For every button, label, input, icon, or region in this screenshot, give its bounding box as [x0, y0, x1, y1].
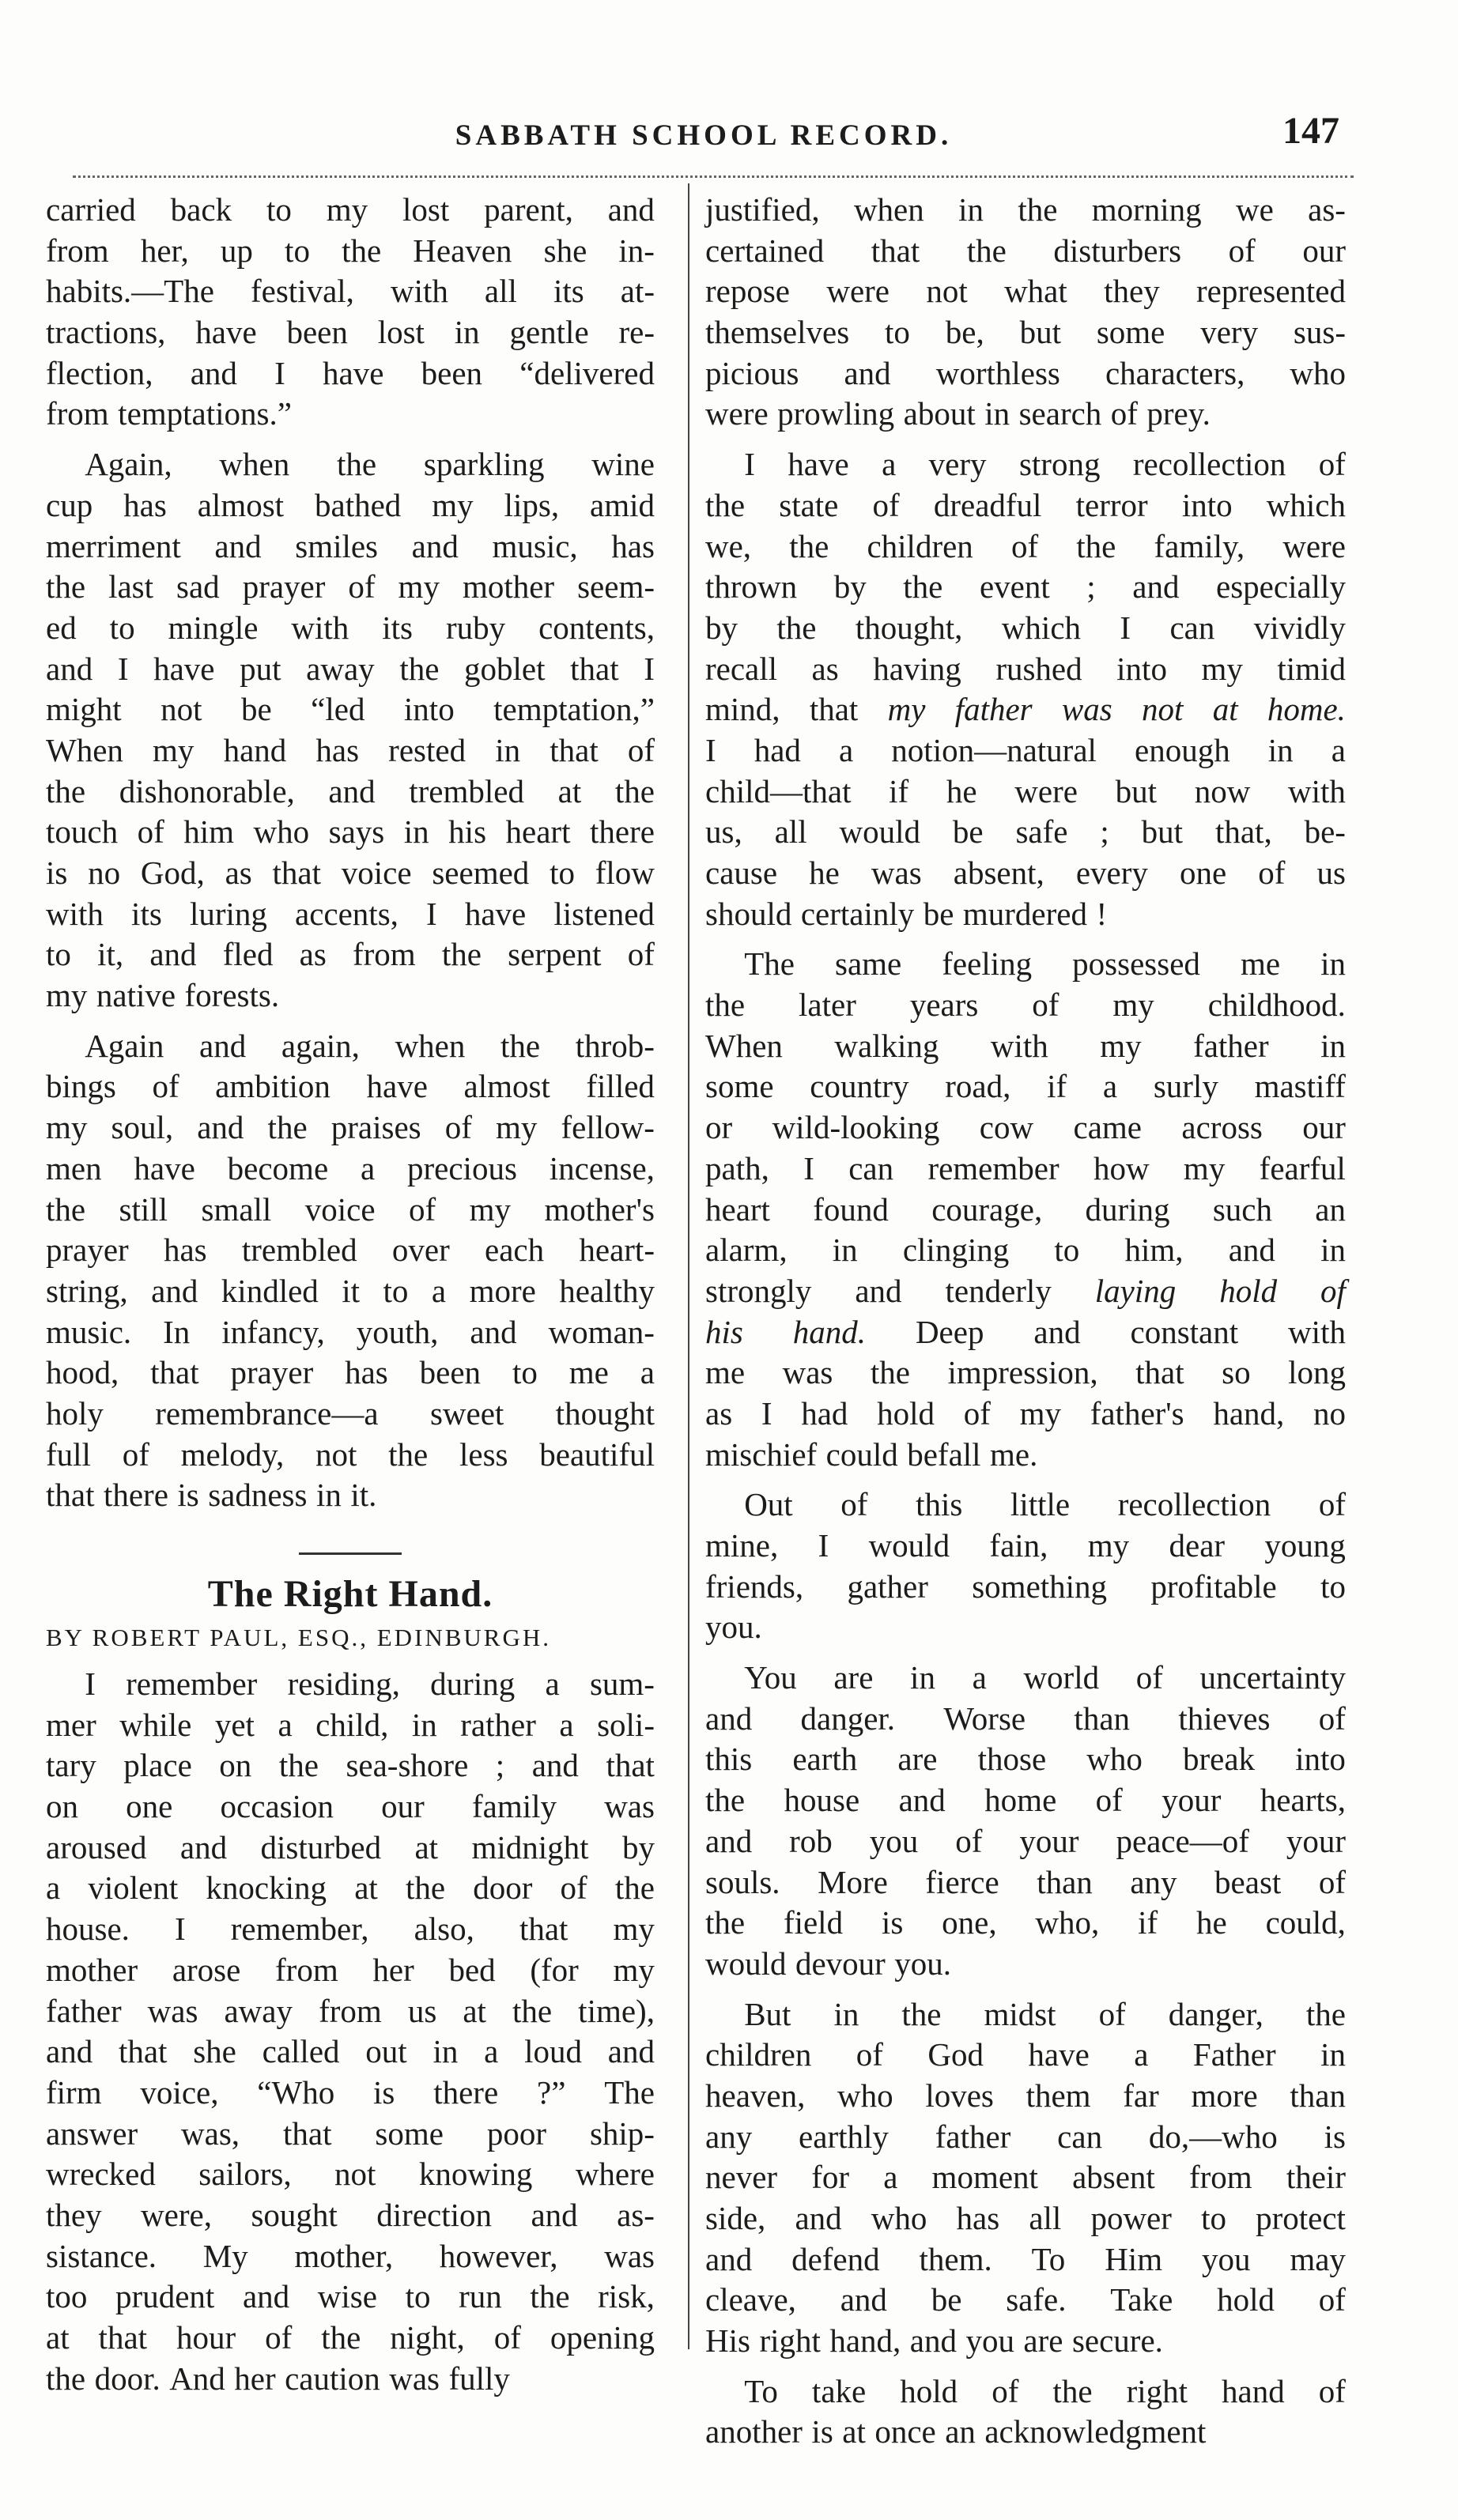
text-line: habits.—The festival, with all its at- — [46, 273, 655, 310]
text-line: child—that if he were but now with — [705, 772, 1346, 809]
text-line: from temptations.” — [46, 395, 292, 432]
text-line: or wild-looking cow came across our — [705, 1109, 1346, 1146]
text-line: picious and worthless characters, who — [705, 354, 1346, 391]
text-line: bings of ambition have almost filled — [46, 1068, 655, 1105]
text-line: cup has almost bathed my lips, amid — [46, 486, 655, 523]
text-line: the state of dreadful terror into which — [705, 486, 1346, 523]
text-line: were prowling about in search of prey. — [705, 395, 1211, 432]
text-line: merriment and smiles and music, has — [46, 527, 655, 564]
text-line: path, I can remember how my fearful — [705, 1149, 1346, 1186]
text-line: the still small voice of my mother's — [46, 1190, 655, 1228]
text-line: any earthly father can do,—who is — [705, 2118, 1346, 2155]
text-line: themselves to be, but some very sus- — [705, 314, 1346, 351]
running-title: SABBATH SCHOOL RECORD. — [455, 119, 953, 152]
paragraph-gap — [46, 1516, 655, 1526]
paragraph-gap — [705, 934, 1346, 944]
text-line: To take hold of the right hand of — [744, 2372, 1346, 2409]
text-line: aroused and disturbed at midnight by — [46, 1828, 655, 1865]
paragraph — [705, 1484, 1346, 1658]
text-line: on one occasion our family was — [46, 1788, 655, 1825]
text-line: should certainly be murdered ! — [705, 895, 1108, 932]
text-line: the house and home of your hearts, — [705, 1782, 1346, 1819]
text-line: Again, when the sparkling wine — [85, 446, 655, 483]
text-line: tractions, have been lost in gentle re- — [46, 314, 655, 351]
paragraph — [46, 1026, 655, 1526]
text-line: and defend them. To Him you may — [705, 2240, 1346, 2277]
text-line: would devour you. — [705, 1945, 952, 1982]
paragraph — [46, 1664, 655, 2409]
text-line: never for a moment absent from their — [705, 2159, 1346, 2196]
paragraph — [705, 2371, 1346, 2462]
paragraph-gap — [705, 435, 1346, 444]
text-line: I remember residing, during a sum- — [85, 1666, 655, 1702]
text-line: heaven, who loves them far more than — [705, 2077, 1346, 2114]
text-line: mother arose from her bed (for my — [46, 1951, 655, 1988]
text-line: my soul, and the praises of my fellow- — [46, 1109, 655, 1146]
text-line: Out of this little recollection of — [744, 1486, 1346, 1523]
text-line: carried back to my lost parent, and — [46, 191, 655, 228]
text-line: to it, and fled as from the serpent of — [46, 936, 655, 973]
text-line: father was away from us at the time), — [46, 1992, 655, 2029]
text-line: the field is one, who, if he could, — [705, 1904, 1346, 1941]
text-line: prayer has trembled over each heart- — [46, 1232, 655, 1269]
text-line: cause he was absent, every one of us — [705, 854, 1346, 891]
page-number: 147 — [1282, 110, 1339, 152]
text-line: side, and who has all power to protect — [705, 2200, 1346, 2236]
text-line: The same feeling possessed me in — [744, 945, 1346, 983]
text-line: holy remembrance—a sweet thought — [46, 1394, 655, 1432]
text-line: and rob you of your peace—of your — [705, 1822, 1346, 1859]
text-line: friends, gather something profitable to — [705, 1567, 1346, 1605]
paragraph-gap — [705, 1648, 1346, 1658]
left-column — [46, 190, 655, 2409]
paragraph — [705, 944, 1346, 1484]
right-column — [705, 190, 1346, 2462]
text-line: alarm, in clinging to him, and in — [705, 1232, 1346, 1269]
text-line: from her, up to the Heaven she in- — [46, 232, 655, 269]
text-line: they were, sought direction and as- — [46, 2196, 655, 2233]
text-line: his hand. Deep and constant with — [705, 1313, 1346, 1350]
text-line: with its luring accents, I have listened — [46, 895, 655, 932]
text-line: mischief could befall me. — [705, 1435, 1038, 1473]
text-line: too prudent and wise to run the risk, — [46, 2278, 655, 2315]
paragraph-gap — [46, 435, 655, 444]
text-line: But in the midst of danger, the — [744, 1995, 1346, 2032]
paragraph — [705, 444, 1346, 944]
paragraph-gap — [705, 1475, 1346, 1484]
text-line: string, and kindled it to a more healthy — [46, 1272, 655, 1309]
text-line: you. — [705, 1609, 762, 1646]
paragraph — [705, 1994, 1346, 2371]
text-line: as I had hold of my father's hand, no — [705, 1394, 1346, 1432]
text-line: His right hand, and you are secure. — [705, 2322, 1163, 2360]
text-line: ed to mingle with its ruby contents, — [46, 609, 655, 646]
text-line: I had a notion—natural enough in a — [705, 731, 1346, 768]
paragraph — [46, 190, 655, 444]
text-line: children of God have a Father in — [705, 2036, 1346, 2073]
text-line: the later years of my childhood. — [705, 986, 1346, 1024]
text-line: men have become a precious incense, — [46, 1149, 655, 1186]
text-line: my native forests. — [46, 977, 280, 1014]
page-header — [0, 110, 1458, 166]
text-line: certained that the disturbers of our — [705, 232, 1346, 269]
text-line: You are in a world of uncertainty — [744, 1659, 1346, 1696]
text-line: is no God, as that voice seemed to flow — [46, 854, 655, 891]
text-line: recall as having rushed into my timid — [705, 650, 1346, 687]
text-line: a violent knocking at the door of the — [46, 1869, 655, 1907]
text-line: cleave, and be safe. Take hold of — [705, 2281, 1346, 2318]
header-rule — [73, 175, 1354, 178]
paragraph-gap — [46, 1017, 655, 1026]
text-line: and that she called out in a loud and — [46, 2033, 655, 2070]
paragraph — [705, 190, 1346, 444]
paragraph — [705, 1658, 1346, 1994]
text-line: hood, that prayer has been to me a — [46, 1354, 655, 1391]
text-line: us, all would be safe ; but that, be- — [705, 813, 1346, 851]
section-rule — [299, 1552, 402, 1555]
article-title: The Right Hand. — [207, 1573, 493, 1615]
text-line: heart found courage, during such an — [705, 1190, 1346, 1228]
text-line: and danger. Worse than thieves of — [705, 1699, 1346, 1737]
text-line: thrown by the event ; and especially — [705, 568, 1346, 605]
text-line: at that hour of the night, of opening — [46, 2319, 655, 2356]
text-line: mine, I would fain, my dear young — [705, 1527, 1346, 1564]
text-line: the last sad prayer of my mother seem- — [46, 568, 655, 605]
text-line: full of melody, not the less beautiful — [46, 1435, 655, 1473]
paragraph-gap — [705, 1985, 1346, 1994]
text-line: some country road, if a surly mastiff — [705, 1068, 1346, 1105]
paragraph-gap — [705, 2362, 1346, 2371]
text-line: sistance. My mother, however, was — [46, 2237, 655, 2274]
text-line: Again and again, when the throb- — [85, 1027, 655, 1064]
text-line: the door. And her caution was fully — [46, 2360, 510, 2397]
text-line: me was the impression, that so long — [705, 1354, 1346, 1391]
text-line: by the thought, which I can vividly — [705, 609, 1346, 646]
text-line: touch of him who says in his heart there — [46, 813, 655, 851]
text-line: and I have put away the goblet that I — [46, 650, 655, 687]
text-line: we, the children of the family, were — [705, 527, 1346, 564]
text-line: flection, and I have been “delivered — [46, 354, 655, 391]
text-line: mind, that my father was not at home. — [705, 691, 1346, 728]
text-line: When my hand has rested in that of — [46, 731, 655, 768]
paragraph-gap — [705, 2453, 1346, 2462]
text-line: music. In infancy, youth, and woman- — [46, 1313, 655, 1350]
text-line: mer while yet a child, in rather a soli- — [46, 1706, 655, 1743]
text-line: another is at once an acknowledgment — [705, 2413, 1207, 2450]
paragraph — [46, 444, 655, 1026]
text-line: answer was, that some poor ship- — [46, 2114, 655, 2152]
text-line: might not be “led into temptation,” — [46, 691, 655, 728]
byline: BY ROBERT PAUL, ESQ., EDINBURGH. — [46, 1624, 551, 1651]
text-line: souls. More fierce than any beast of — [705, 1863, 1346, 1900]
text-line: that there is sadness in it. — [46, 1477, 377, 1514]
text-line: repose were not what they represented — [705, 273, 1346, 310]
text-line: this earth are those who break into — [705, 1741, 1346, 1778]
paragraph-gap — [46, 2399, 655, 2409]
text-line: firm voice, “Who is there ?” The — [46, 2073, 655, 2111]
text-line: tary place on the sea-shore ; and that — [46, 1747, 655, 1784]
text-line: justified, when in the morning we as- — [705, 191, 1346, 228]
text-line: strongly and tenderly laying hold of — [705, 1272, 1346, 1309]
column-divider — [688, 183, 689, 2349]
text-line: wrecked sailors, not knowing where — [46, 2156, 655, 2193]
text-line: I have a very strong recollection of — [744, 446, 1346, 483]
text-line: the dishonorable, and trembled at the — [46, 772, 655, 809]
text-line: When walking with my father in — [705, 1027, 1346, 1064]
text-line: house. I remember, also, that my — [46, 1911, 655, 1948]
